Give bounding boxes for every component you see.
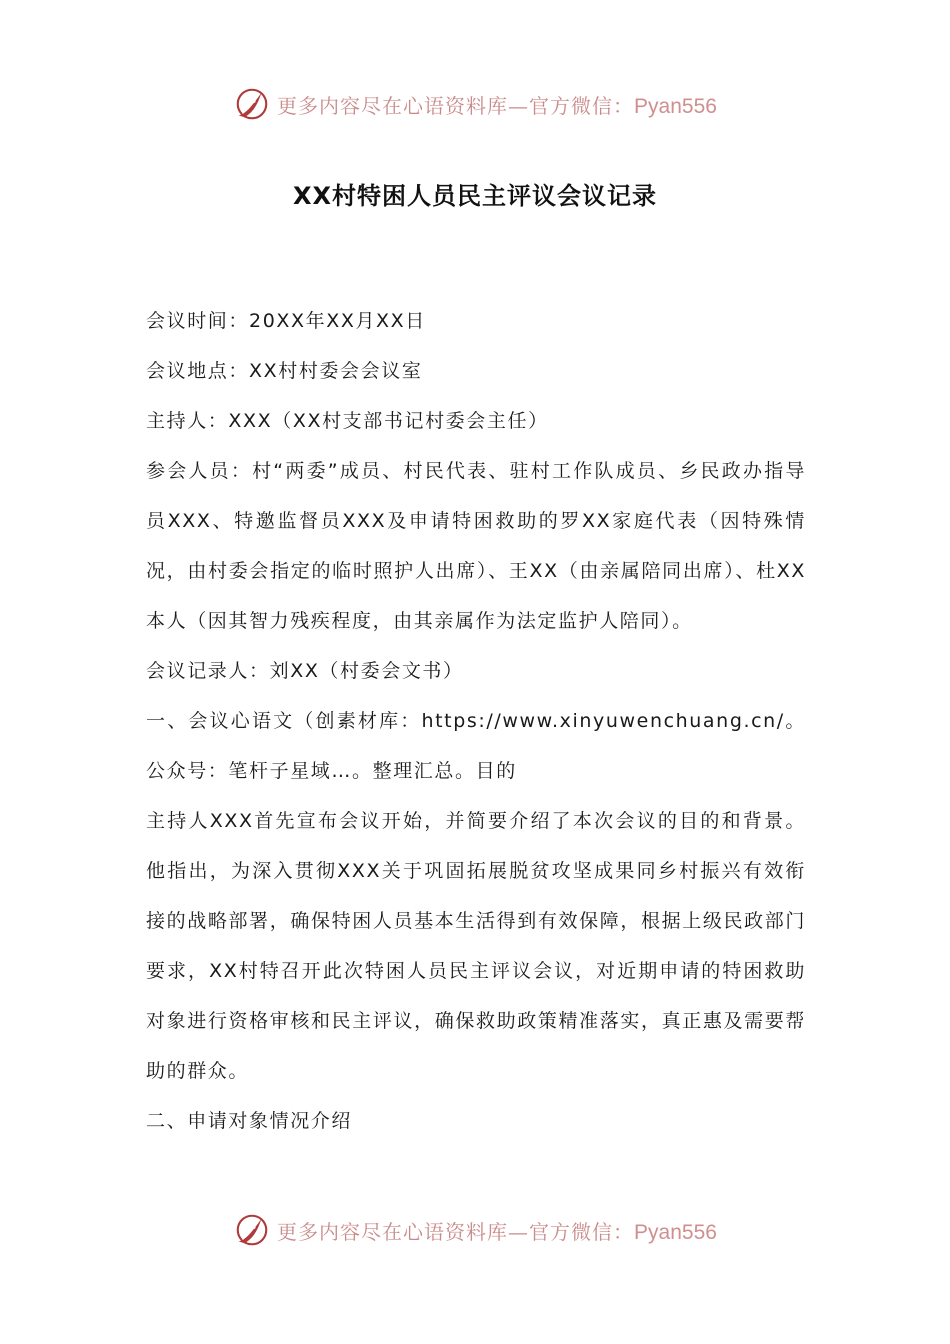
section-1-heading: 一、会议心语文（创素材库：https://www.xinyuwenchuang.cn/。公众号：笔杆子星域…。整理汇总。目的 bbox=[146, 710, 806, 782]
document-title: XX村特困人员民主评议会议记录 bbox=[292, 182, 657, 210]
watermark-text: 更多内容尽在心语资料库—官方微信：Pyan556 bbox=[277, 1219, 717, 1244]
pen-nib-logo-icon bbox=[233, 1211, 271, 1249]
section-1-body: 主持人XXX首先宣布会议开始，并简要介绍了本次会议的目的和背景。他指出，为深入贯彻XXX关于巩固拓展脱贫攻坚成果同乡村振兴有效衔接的战略部署，确保特困人员基本生活得到有效保障，根据上级民政部门要求，XX村特召开此次特困人员民主评议会议，对近期申请的特困救助对象进行资格审核和民主评议，确保救助政策精准落实，真正惠及需要帮助的群众。 bbox=[146, 810, 806, 1082]
meeting-recorder: 会议记录人：刘XX（村委会文书） bbox=[146, 660, 464, 682]
pen-nib-logo-icon bbox=[233, 85, 271, 123]
header-watermark bbox=[0, 82, 950, 126]
footer-watermark bbox=[0, 1208, 950, 1252]
section-2-heading: 二、申请对象情况介绍 bbox=[146, 1110, 353, 1132]
meeting-attendees: 参会人员：村“两委”成员、村民代表、驻村工作队成员、乡民政办指导员XXX、特邀监督员XXX及申请特困救助的罗XX家庭代表（因特殊情况，由村委会指定的临时照护人出席）、王XX（由亲属陪同出席）、杜XX本人（因其智力残疾程度，由其亲属作为法定监护人陪同）。 bbox=[146, 460, 806, 632]
watermark-text: 更多内容尽在心语资料库—官方微信：Pyan556 bbox=[277, 93, 717, 118]
wechat-id: Pyan556 bbox=[634, 1220, 717, 1244]
meeting-time: 会议时间：20XX年XX月XX日 bbox=[146, 310, 426, 332]
meeting-host: 主持人：XXX（XX村支部书记村委会主任） bbox=[146, 410, 549, 432]
meeting-location: 会议地点：XX村村委会会议室 bbox=[146, 360, 423, 382]
document-body bbox=[146, 296, 806, 1146]
wechat-id: Pyan556 bbox=[634, 94, 717, 118]
